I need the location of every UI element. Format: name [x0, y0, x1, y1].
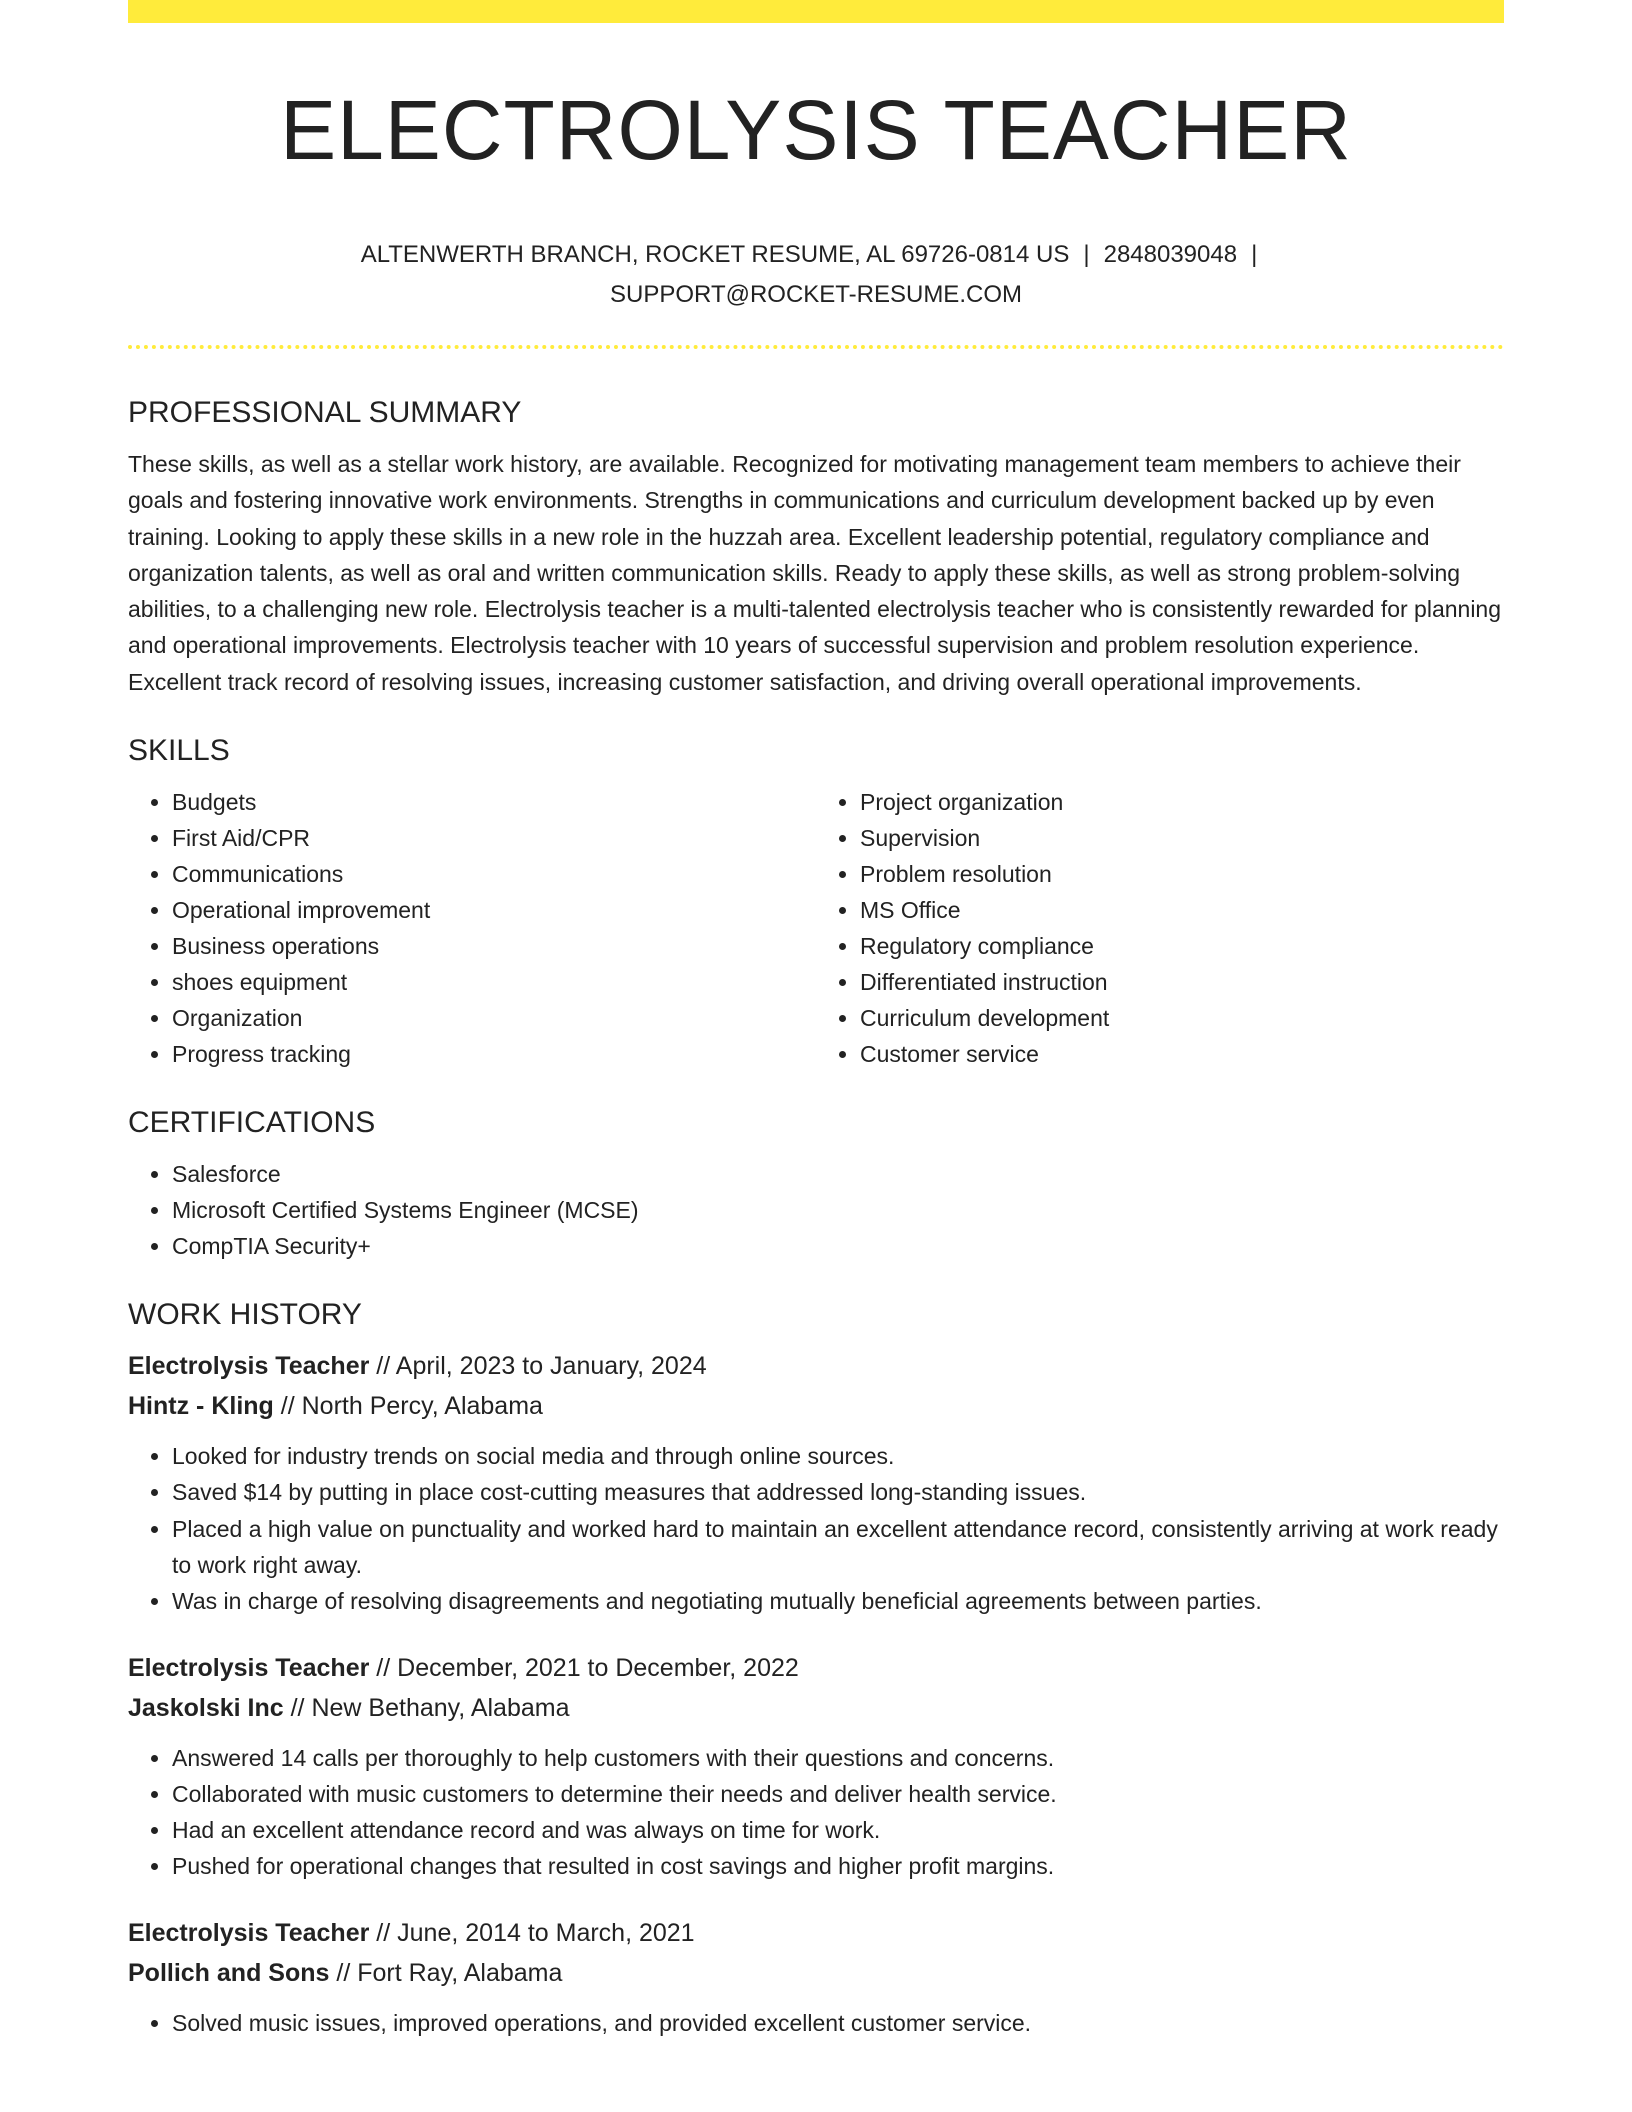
- summary-heading: PROFESSIONAL SUMMARY: [128, 396, 522, 429]
- skill-item: • Regulatory compliance: [860, 928, 1460, 964]
- skill-item: • MS Office: [860, 892, 1460, 928]
- certifications-list: [128, 1156, 1504, 1264]
- skill-item: • Operational improvement: [172, 892, 772, 928]
- job-bullet: • Collaborated with music customers to determine their needs and deliver health service.: [172, 1776, 1504, 1812]
- work-history-heading: WORK HISTORY: [128, 1298, 362, 1332]
- job-location: North Percy, Alabama: [301, 1392, 543, 1421]
- resume-content: [128, 388, 1504, 2069]
- job-dates: June, 2014 to March, 2021: [397, 1918, 695, 1947]
- skill-item: • Business operations: [172, 928, 772, 964]
- skill-item: • Progress tracking: [172, 1036, 772, 1072]
- certifications-section: [128, 1098, 1504, 1264]
- contact-phone: 2848039048: [1103, 241, 1238, 268]
- skill-item: • Problem resolution: [860, 856, 1460, 892]
- skill-item: • Differentiated instruction: [860, 964, 1460, 1000]
- contact-separator: |: [1251, 241, 1258, 268]
- skill-item: • Customer service: [860, 1036, 1460, 1072]
- skills-heading: SKILLS: [128, 734, 230, 768]
- job-divider: //: [376, 1352, 391, 1381]
- job-bullet: • Answered 14 calls per thoroughly to help customers with their questions and concerns.: [172, 1740, 1504, 1776]
- skills-list-right: [816, 784, 1460, 1072]
- job-entry: [128, 1648, 1504, 1885]
- job-location: New Bethany, Alabama: [311, 1693, 570, 1722]
- skills-section: [128, 726, 1504, 1098]
- certification-item: • Salesforce: [172, 1156, 1504, 1192]
- job-bullet: • Placed a high value on punctuality and worked hard to maintain an excellent attendance record, consistently arriving at work ready to work right away.: [172, 1511, 1504, 1584]
- job-entry: [128, 1346, 1504, 1619]
- contact-email[interactable]: SUPPORT@ROCKET-RESUME.COM: [610, 281, 1022, 308]
- job-title-line: [128, 1346, 1504, 1386]
- job-title-line: [128, 1648, 1504, 1688]
- certifications-heading: CERTIFICATIONS: [128, 1106, 376, 1140]
- contact-info: [128, 235, 1504, 315]
- job-bullet: • Was in charge of resolving disagreements and negotiating mutually beneficial agreements between parties.: [172, 1583, 1504, 1619]
- job-location: Fort Ray, Alabama: [357, 1958, 563, 1987]
- job-bullet: • Solved music issues, improved operations, and provided excellent customer service.: [172, 2005, 1504, 2041]
- job-bullets: [128, 1740, 1504, 1885]
- summary-section: [128, 388, 1504, 700]
- work-history-section: [128, 1290, 1504, 2041]
- job-bullet: • Pushed for operational changes that resulted in cost savings and higher profit margins.: [172, 1848, 1504, 1884]
- skill-item: • Budgets: [172, 784, 772, 820]
- job-company-line: [128, 1386, 1504, 1426]
- job-company: Hintz - Kling: [128, 1392, 274, 1421]
- dotted-divider: [128, 345, 1504, 349]
- job-dates: December, 2021 to December, 2022: [397, 1653, 799, 1682]
- contact-address: ALTENWERTH BRANCH, ROCKET RESUME, AL 69726-0814 US: [360, 241, 1070, 268]
- skill-item: • Supervision: [860, 820, 1460, 856]
- summary-text: These skills, as well as a stellar work history, are available. Recognized for motivating management team members to achieve their goals and fostering innovative work environments. Strengths in communications and curriculum development backed up by even training. Looking to apply these skills in a new role in the huzzah area. Excellent leadership potential, regulatory compliance and organization talents, as well as oral and written communication skills. Ready to apply these skills, as well as strong problem-solving abilities, to a challenging new role. Electrolysis teacher is a multi-talented electrolysis teacher who is consistently rewarded for planning and operational improvements. Electrolysis teacher with 10 years of successful supervision and problem resolution experience. Excellent track record of resolving issues, increasing customer satisfaction, and driving overall operational improvements.: [128, 451, 1502, 695]
- skills-columns: [128, 776, 1504, 1098]
- contact-separator: |: [1083, 241, 1090, 268]
- skill-item: • Curriculum development: [860, 1000, 1460, 1036]
- job-bullets: [128, 1438, 1504, 1619]
- skill-item: • First Aid/CPR: [172, 820, 772, 856]
- job-company: Jaskolski Inc: [128, 1693, 284, 1722]
- job-divider: //: [376, 1653, 391, 1682]
- job-title: Electrolysis Teacher: [128, 1918, 370, 1947]
- skill-item: • Communications: [172, 856, 772, 892]
- top-accent-bar: [128, 0, 1504, 23]
- skill-item: • Project organization: [860, 784, 1460, 820]
- job-company-line: [128, 1688, 1504, 1728]
- job-company: Pollich and Sons: [128, 1958, 330, 1987]
- job-bullet: • Looked for industry trends on social media and through online sources.: [172, 1438, 1504, 1474]
- skill-item: • shoes equipment: [172, 964, 772, 1000]
- certification-item: • Microsoft Certified Systems Engineer (MCSE): [172, 1192, 1504, 1228]
- skills-list-left: [128, 784, 772, 1072]
- job-entry: [128, 1913, 1504, 2041]
- job-divider: //: [336, 1958, 351, 1987]
- job-title: Electrolysis Teacher: [128, 1352, 370, 1381]
- job-bullet: • Saved $14 by putting in place cost-cutting measures that addressed long-standing issues.: [172, 1474, 1504, 1510]
- job-divider: //: [280, 1392, 295, 1421]
- job-bullet: • Had an excellent attendance record and was always on time for work.: [172, 1812, 1504, 1848]
- job-title: Electrolysis Teacher: [128, 1653, 370, 1682]
- skill-item: • Organization: [172, 1000, 772, 1036]
- job-divider: //: [376, 1918, 391, 1947]
- job-bullets: [128, 2005, 1504, 2041]
- job-divider: //: [290, 1693, 305, 1722]
- job-title-line: [128, 1913, 1504, 1953]
- job-company-line: [128, 1953, 1504, 1993]
- resume-name: ELECTROLYSIS TEACHER: [280, 83, 1352, 177]
- job-dates: April, 2023 to January, 2024: [395, 1352, 707, 1381]
- certification-item: • CompTIA Security+: [172, 1228, 1504, 1264]
